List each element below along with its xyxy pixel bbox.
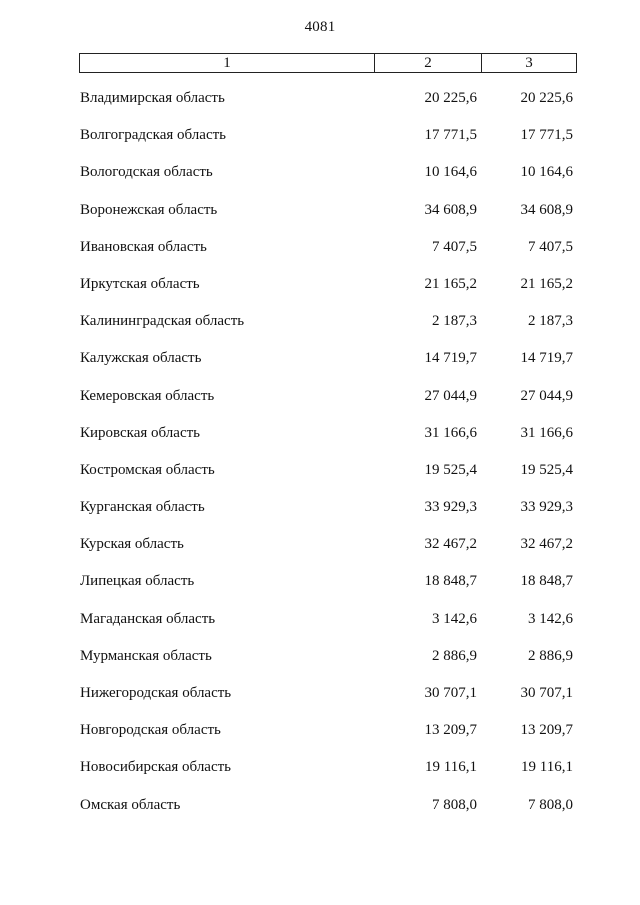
- table-row: [0, 644, 640, 681]
- value-col-2: 33 929,3: [424, 499, 477, 516]
- value-col-3: 30 707,1: [520, 685, 573, 701]
- value-col-2: 7 407,5: [432, 238, 477, 255]
- table-row: [0, 755, 640, 792]
- value-col-2: 2 886,9: [432, 647, 477, 664]
- table-row: [0, 86, 640, 123]
- value-col-3: 3 142,6: [528, 610, 573, 627]
- region-name: Кировская область: [80, 424, 201, 441]
- value-col-3: 33 929,3: [520, 499, 573, 516]
- value-col-3: 13 209,7: [520, 722, 573, 739]
- table-row: [0, 607, 640, 644]
- value-col-3: 7 808,0: [528, 796, 573, 813]
- region-name: Ивановская область: [80, 238, 207, 255]
- page-number: 4081: [304, 19, 336, 35]
- value-col-2: 19 116,1: [425, 759, 477, 776]
- value-col-3: 14 719,7: [520, 350, 573, 367]
- value-col-2: 27 044,9: [424, 387, 477, 404]
- value-col-2: 7 808,0: [432, 796, 477, 813]
- region-name: Курганская область: [80, 499, 205, 516]
- region-name: Магаданская область: [80, 610, 216, 627]
- table-row: [0, 123, 640, 160]
- header-col-1: 1: [80, 54, 375, 72]
- header-col-2: 2: [375, 54, 482, 72]
- value-col-2: 2 187,3: [432, 313, 477, 330]
- region-name: Новосибирская область: [80, 759, 232, 776]
- value-col-2: 14 719,7: [424, 350, 477, 367]
- value-col-2: 30 707,1: [424, 685, 477, 701]
- region-name: Иркутская область: [80, 275, 200, 292]
- table-row: [0, 160, 640, 197]
- table-row: [0, 384, 640, 421]
- value-col-2: 3 142,6: [432, 610, 477, 627]
- table-row: [0, 495, 640, 532]
- region-name: Вологодская область: [80, 164, 213, 181]
- value-col-2: 32 467,2: [424, 536, 477, 553]
- header-col-3: 3: [525, 54, 533, 71]
- value-col-3: 21 165,2: [520, 275, 573, 292]
- table-header: [79, 53, 577, 73]
- value-col-3: 19 116,1: [521, 759, 573, 776]
- region-name: Нижегородская область: [80, 685, 232, 701]
- table-row: [0, 793, 640, 830]
- region-name: Омская область: [80, 796, 181, 813]
- value-col-2: 19 525,4: [424, 461, 477, 478]
- value-col-3: 31 166,6: [520, 424, 573, 441]
- table-row: [0, 421, 640, 458]
- region-name: Кемеровская область: [80, 387, 215, 404]
- value-col-3: 2 187,3: [528, 313, 573, 330]
- value-col-3: 20 225,6: [520, 90, 573, 106]
- value-col-2: 17 771,5: [424, 127, 477, 144]
- table-row: [0, 309, 640, 346]
- value-col-2: 31 166,6: [424, 424, 477, 441]
- region-name: Костромская область: [80, 461, 215, 478]
- value-col-3: 34 608,9: [520, 201, 573, 218]
- value-col-3: 7 407,5: [528, 238, 573, 255]
- table-row: [0, 346, 640, 383]
- region-name: Калужская область: [80, 350, 202, 367]
- table-row: [0, 272, 640, 309]
- region-name: Новгородская область: [80, 722, 221, 739]
- value-col-3: 27 044,9: [520, 387, 573, 404]
- region-name: Волгоградская область: [80, 127, 226, 144]
- value-col-3: 32 467,2: [520, 536, 573, 553]
- value-col-2: 21 165,2: [424, 275, 477, 292]
- table-body: [0, 86, 640, 830]
- value-col-2: 13 209,7: [424, 722, 477, 739]
- table-row: [0, 569, 640, 606]
- value-col-2: 34 608,9: [424, 201, 477, 218]
- table-row: [0, 198, 640, 235]
- value-col-2: 10 164,6: [424, 164, 477, 181]
- region-name: Липецкая область: [80, 573, 195, 590]
- value-col-3: 10 164,6: [520, 164, 573, 181]
- region-name: Воронежская область: [80, 201, 218, 218]
- region-name: Курская область: [80, 536, 184, 553]
- table-row: [0, 235, 640, 272]
- value-col-3: 2 886,9: [528, 647, 573, 664]
- value-col-3: 17 771,5: [520, 127, 573, 144]
- table-row: [0, 718, 640, 755]
- table-row: [0, 681, 640, 718]
- region-name: Калининградская область: [80, 313, 245, 330]
- value-col-2: 18 848,7: [424, 573, 477, 590]
- table-row: [0, 458, 640, 495]
- region-name: Владимирская область: [80, 90, 225, 106]
- value-col-3: 19 525,4: [520, 461, 573, 478]
- value-col-2: 20 225,6: [424, 90, 477, 106]
- region-name: Мурманская область: [80, 647, 212, 664]
- table-row: [0, 532, 640, 569]
- value-col-3: 18 848,7: [520, 573, 573, 590]
